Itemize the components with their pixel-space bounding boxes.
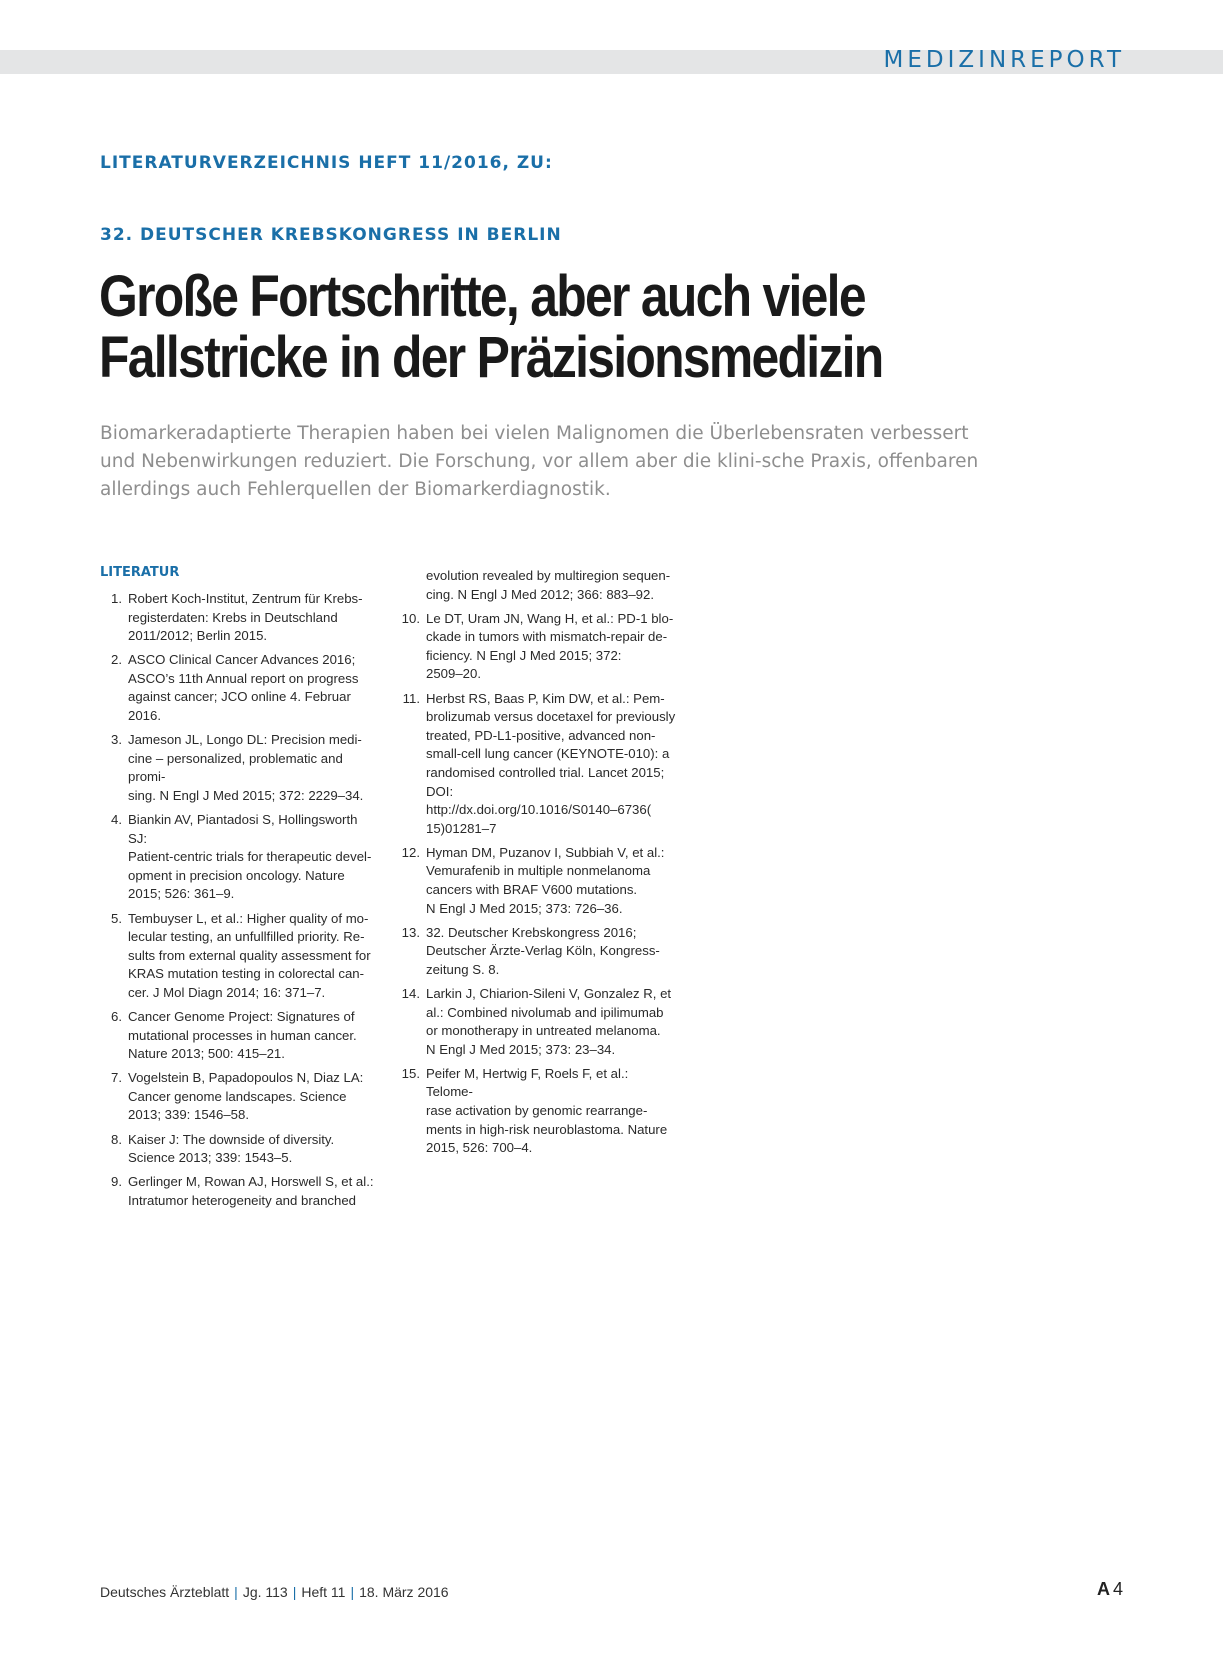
reference-item [100,651,375,725]
reference-item [100,1008,375,1064]
reference-number: 6. [111,1008,122,1024]
reference-item [100,590,375,646]
reference-text: Tembuyser L, et al.: Higher quality of mo- lecular testing, an unfullfilled priority. Re- sults from external quality assessment for KRAS mutation testing in colorectal can- cer. J Mol Diagn 2014; 16: 371–7. [128,910,371,1000]
footer [100,1584,449,1600]
reference-text: Cancer Genome Project: Signatures of mutational processes in human cancer. Nature 2013; 500: 415–21. [128,1008,357,1062]
separator: | [350,1584,355,1600]
volume: Jg. 113 [242,1584,288,1600]
reference-text: ASCO Clinical Cancer Advances 2016; ASCO’s 11th Annual report on progress against cancer; JCO online 4. Februar 2016. [128,652,359,724]
reference-text: Herbst RS, Baas P, Kim DW, et al.: Pem- brolizumab versus docetaxel for previously treated, PD-L1-positive, advanced non- small-cell lung cancer (KEYNOTE-010): a randomised controlled trial. Lancet 2015; DOI: http://dx.doi.org/10.1016/S0140–6736( 15)01281–7 [426,690,676,836]
literature-heading: LITERATUR [100,565,180,580]
reference-item [398,690,678,839]
reference-number: 5. [111,910,122,926]
reference-text: Peifer M, Hertwig F, Roels F, et al.: Telome- rase activation by genomic rearrange- ments in high-risk neuroblastoma. Nature 2015, 526: 700–4. [426,1065,668,1156]
reference-number: 12. [401,844,420,860]
reference-text: Larkin J, Chiarion-Sileni V, Gonzalez R, et al.: Combined nivolumab and ipilimumab or monotherapy in untreated melanoma. N Engl J Med 2015; 373: 23–34. [426,985,672,1057]
page-number-value: 4 [1112,1579,1123,1599]
reference-number: 15. [401,1065,420,1081]
references-column-2 [398,567,678,1163]
headline [99,266,976,388]
kicker-congress: 32. DEUTSCHER KREBSKONGRESS IN BERLIN [100,225,562,245]
reference-text: Kaiser J: The downside of diversity. Science 2013; 339: 1543–5. [128,1131,335,1166]
reference-number: 3. [111,732,122,748]
reference-number: 1. [111,591,122,606]
headline-line-1: Große Fortschritte, aber auch viele [99,264,865,329]
reference-item [100,731,375,805]
reference-item [100,811,375,904]
reference-text: Biankin AV, Piantadosi S, Hollingsworth SJ: Patient-centric trials for therapeutic devel- opment in precision oncology. Nature 2015; 526: 361–9. [128,812,372,902]
reference-item [100,1173,375,1210]
section-label: MEDIZINREPORT [883,47,1125,73]
lead-paragraph: Biomarkeradaptierte Therapien haben bei vielen Malignomen die Überlebensraten verbessert und Nebenwirkungen reduziert. Die Forschung, vor allem aber die klini-sche Praxis, offenbaren allerdings auch Fehlerquellen der Biomarkerdiagnostik. [100,423,979,500]
reference-item [398,985,678,1059]
page-number [1097,1579,1123,1600]
reference-text: Gerlinger M, Rowan AJ, Horswell S, et al.: Intratumor heterogeneity and branched [128,1174,374,1208]
reference-item [398,1065,678,1158]
issue-date: 18. März 2016 [359,1584,449,1600]
reference-number: 14. [401,985,420,1001]
journal-name: Deutsches Ärzteblatt [100,1584,230,1600]
reference-item [100,910,375,1003]
reference-number: 13. [401,924,420,940]
kicker-bibliography: LITERATURVERZEICHNIS HEFT 11/2016, ZU: [100,153,553,173]
reference-item [100,1131,375,1168]
reference-number: 2. [111,652,122,668]
reference-number: 7. [111,1070,122,1086]
reference-number: 10. [401,610,420,626]
reference-item [398,610,678,684]
reference-item [398,924,678,980]
reference-item [398,844,678,918]
reference-text: Robert Koch-Institut, Zentrum für Krebs- registerdaten: Krebs in Deutschland 2011/2012; Berlin 2015. [128,591,363,644]
reference-text: 32. Deutscher Krebskongress 2016; Deutscher Ärzte-Verlag Köln, Kongress- zeitung S. 8. [426,924,660,977]
reference-number: 11. [402,690,420,706]
reference-text: Jameson JL, Longo DL: Precision medi- cine – personalized, problematic and promi- sing. N Engl J Med 2015; 372: 2229–34. [128,732,364,803]
reference-text: Vogelstein B, Papadopoulos N, Diaz LA: Cancer genome landscapes. Science 2013; 339: 1546–58. [128,1070,364,1123]
headline-line-2: Fallstricke in der Präzisionsmedizin [99,325,883,390]
separator: | [292,1584,297,1600]
issue: Heft 11 [301,1584,346,1600]
reference-number: 4. [111,812,122,828]
reference-number: 9. [111,1174,122,1190]
references-column-1 [100,590,375,1216]
separator: | [234,1584,238,1600]
reference-continuation: evolution revealed by multiregion sequen- cing. N Engl J Med 2012; 366: 883–92. [426,568,671,602]
page-prefix: A [1096,1579,1110,1599]
reference-number: 8. [111,1131,122,1147]
reference-text: Hyman DM, Puzanov I, Subbiah V, et al.: Vemurafenib in multiple nonmelanoma cancers with BRAF V600 mutations. N Engl J Med 2015; 373: 726–36. [426,844,665,916]
reference-text: Le DT, Uram JN, Wang H, et al.: PD-1 blo- ckade in tumors with mismatch-repair de- ficiency. N Engl J Med 2015; 372: 2509–20. [426,610,674,682]
reference-item [100,1069,375,1125]
